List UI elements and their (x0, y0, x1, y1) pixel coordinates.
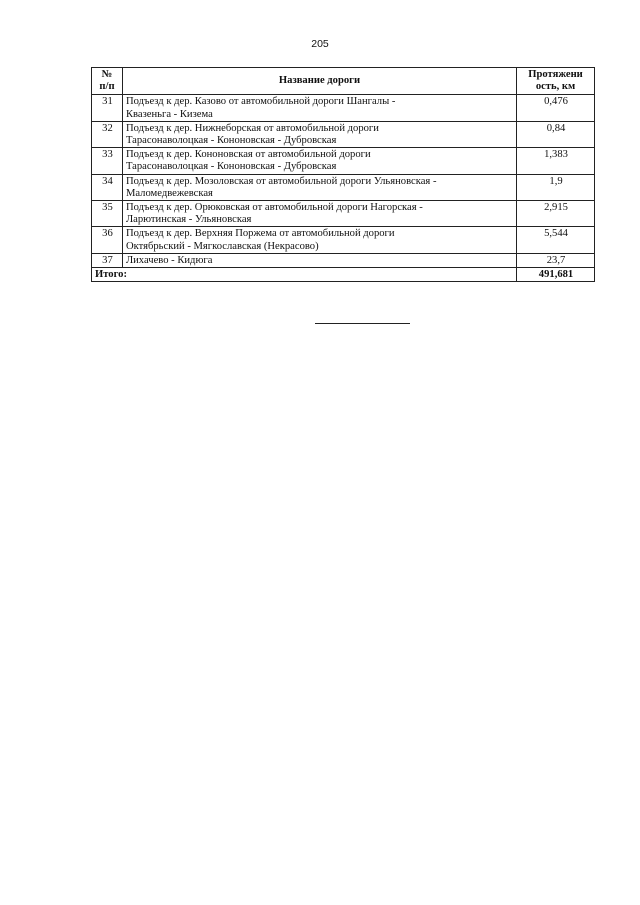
row-length: 1,9 (517, 174, 595, 200)
total-row (92, 268, 595, 282)
table-row (92, 227, 595, 253)
row-length: 2,915 (517, 201, 595, 227)
row-num: 31 (92, 95, 123, 121)
header-name: Название дороги (122, 68, 516, 95)
row-name: Подъезд к дер. Орюковская от автомобильной дороги Нагорская - Ларютинская - Ульяновская (122, 201, 516, 227)
table-row (92, 201, 595, 227)
row-length: 0,476 (517, 95, 595, 121)
total-length: 491,681 (517, 268, 595, 282)
roads-table (91, 67, 595, 282)
table-row (92, 148, 595, 174)
total-label: Итого: (92, 268, 517, 282)
row-num: 36 (92, 227, 123, 253)
table-row (92, 174, 595, 200)
row-num: 34 (92, 174, 123, 200)
row-name: Подъезд к дер. Нижнеборская от автомобильной дороги Тарасонаволоцкая - Кононовская - Дубровская (122, 121, 516, 147)
row-name: Подъезд к дер. Верхняя Поржема от автомобильной дороги Октябрьский - Мягкославская (Некрасово) (122, 227, 516, 253)
row-num: 35 (92, 201, 123, 227)
row-num: 33 (92, 148, 123, 174)
table-row (92, 253, 595, 267)
header-num: № п/п (92, 68, 123, 95)
table-row (92, 121, 595, 147)
row-length: 5,544 (517, 227, 595, 253)
row-name: Подъезд к дер. Кононовская от автомобильной дороги Тарасонаволоцкая - Кононовская - Дубровская (122, 148, 516, 174)
row-num: 32 (92, 121, 123, 147)
header-length: Протяжени ость, км (517, 68, 595, 95)
row-name: Подъезд к дер. Казово от автомобильной дороги Шангалы - Квазеньга - Кизема (122, 95, 516, 121)
row-length: 0,84 (517, 121, 595, 147)
row-name: Лихачево - Кидюга (122, 253, 516, 267)
page-number: 205 (311, 38, 329, 50)
end-divider (315, 323, 410, 324)
row-name: Подъезд к дер. Мозоловская от автомобильной дороги Ульяновская - Маломедвежевская (122, 174, 516, 200)
row-length: 23,7 (517, 253, 595, 267)
table-header-row (92, 68, 595, 95)
row-length: 1,383 (517, 148, 595, 174)
table-row (92, 95, 595, 121)
row-num: 37 (92, 253, 123, 267)
